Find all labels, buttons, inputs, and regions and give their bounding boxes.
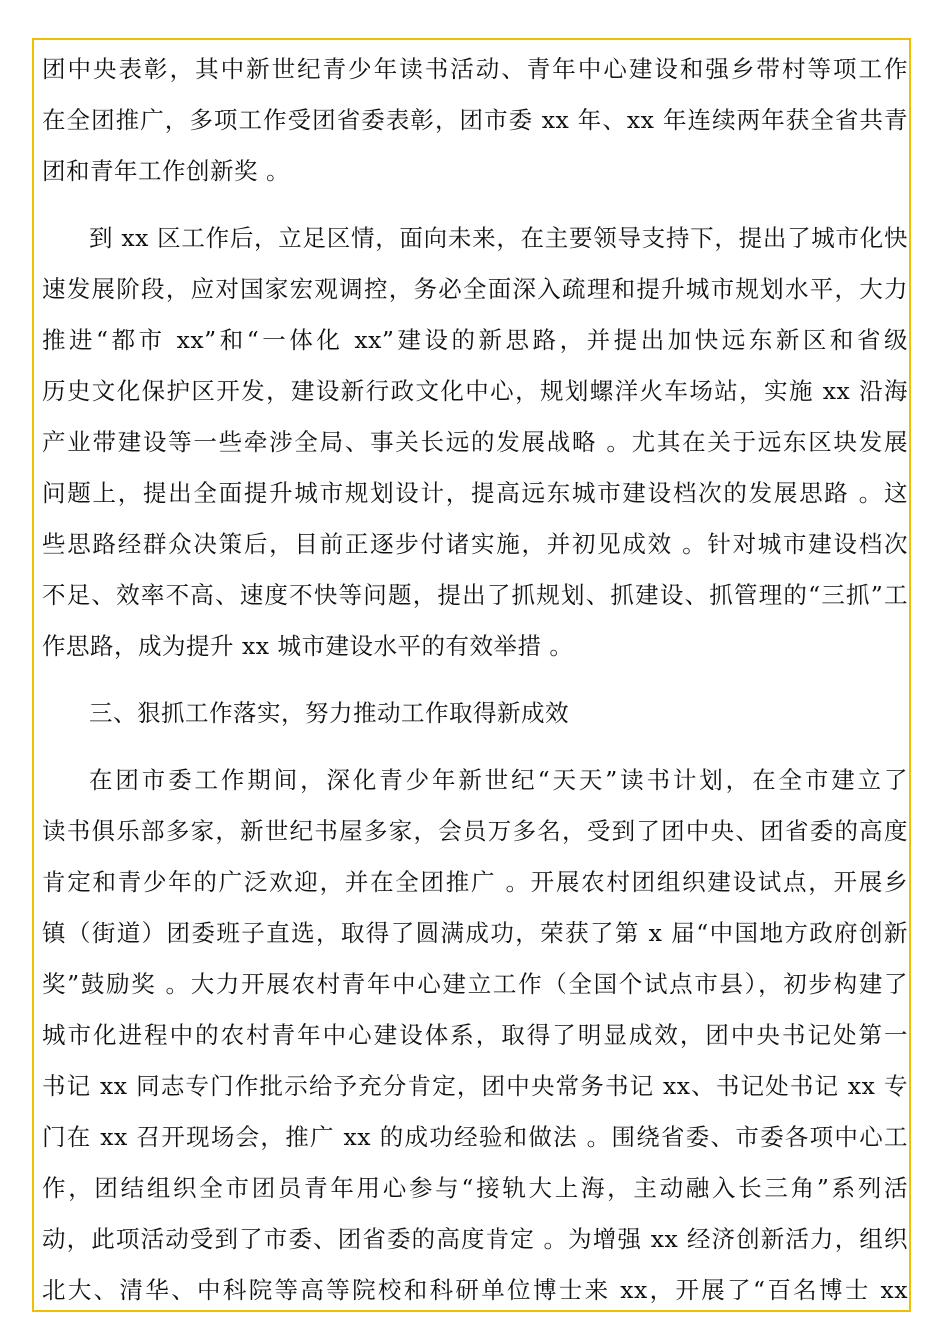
text-line: 速发展阶段，应对国家宏观调控，务必全面深入疏理和提升城市规划水平，大力 [42, 275, 908, 303]
heading-line: 三、狠抓工作落实，努力推动工作取得新成效 [89, 699, 569, 727]
text-line: 读书俱乐部多家，新世纪书屋多家，会员万多名，受到了团中央、团省委的高度 [42, 817, 908, 845]
text-line: 些思路经群众决策后，目前正逐步付诸实施，并初见成效 。针对城市建设档次 [42, 530, 908, 558]
text-line: 推进“都市 xx”和“一体化 xx”建设的新思路，并提出加快远东新区和省级 [42, 326, 908, 354]
paragraph-youth-league-work [42, 755, 908, 1316]
text-line: 动，此项活动受到了市委、团省委的高度肯定 。为增强 xx 经济创新活力，组织 [42, 1225, 908, 1253]
text-line: 肯定和青少年的广泛欢迎，并在全团推广 。开展农村团组织建设试点，开展乡 [42, 868, 908, 896]
document-body [42, 44, 908, 1316]
text-line: 在团市委工作期间，深化青少年新世纪“天天”读书计划，在全市建立了 [89, 766, 908, 794]
text-line: 团和青年工作创新奖 。 [42, 157, 290, 185]
text-line: 历史文化保护区开发，建设新行政文化中心，规划螺洋火车场站，实施 xx 沿海 [42, 377, 908, 405]
section-heading [42, 688, 908, 739]
text-line: 门在 xx 召开现场会，推广 xx 的成功经验和做法 。围绕省委、市委各项中心工 [42, 1123, 908, 1151]
text-line: 团中央表彰，其中新世纪青少年读书活动、青年中心建设和强乡带村等项工作 [42, 55, 908, 83]
text-line: 书记 xx 同志专门作批示给予充分肯定，团中央常务书记 xx、书记处书记 xx 专 [42, 1072, 908, 1100]
text-line: 作，团结组织全市团员青年用心参与“接轨大上海，主动融入长三角”系列活 [42, 1174, 908, 1202]
text-line: 产业带建设等一些牵涉全局、事关长远的发展战略 。尤其在关于远东区块发展 [42, 428, 908, 456]
text-line: 北大、清华、中科院等高等院校和科研单位博士来 xx，开展了“百名博士 xx [42, 1276, 908, 1304]
paragraph-urban-planning [42, 213, 908, 672]
text-line: 奖”鼓励奖 。大力开展农村青年中心建立工作（全国个试点市县），初步构建了 [42, 970, 908, 998]
text-line: 问题上，提出全面提升城市规划设计，提高远东城市建设档次的发展思路 。这 [42, 479, 908, 507]
text-line: 到 xx 区工作后，立足区情，面向未来，在主要领导支持下，提出了城市化快 [89, 224, 908, 252]
text-line: 镇（街道）团委班子直选，取得了圆满成功，荣获了第 x 届“中国地方政府创新 [42, 919, 908, 947]
text-line: 城市化进程中的农村青年中心建设体系，取得了明显成效，团中央书记处第一 [42, 1021, 908, 1049]
text-line: 在全团推广，多项工作受团省委表彰，团市委 xx 年、xx 年连续两年获全省共青 [42, 106, 908, 134]
text-line: 作思路，成为提升 xx 城市建设水平的有效举措 。 [42, 632, 574, 660]
text-line: 不足、效率不高、速度不快等问题，提出了抓规划、抓建设、抓管理的“三抓”工 [42, 581, 908, 609]
paragraph-continuation [42, 44, 908, 197]
